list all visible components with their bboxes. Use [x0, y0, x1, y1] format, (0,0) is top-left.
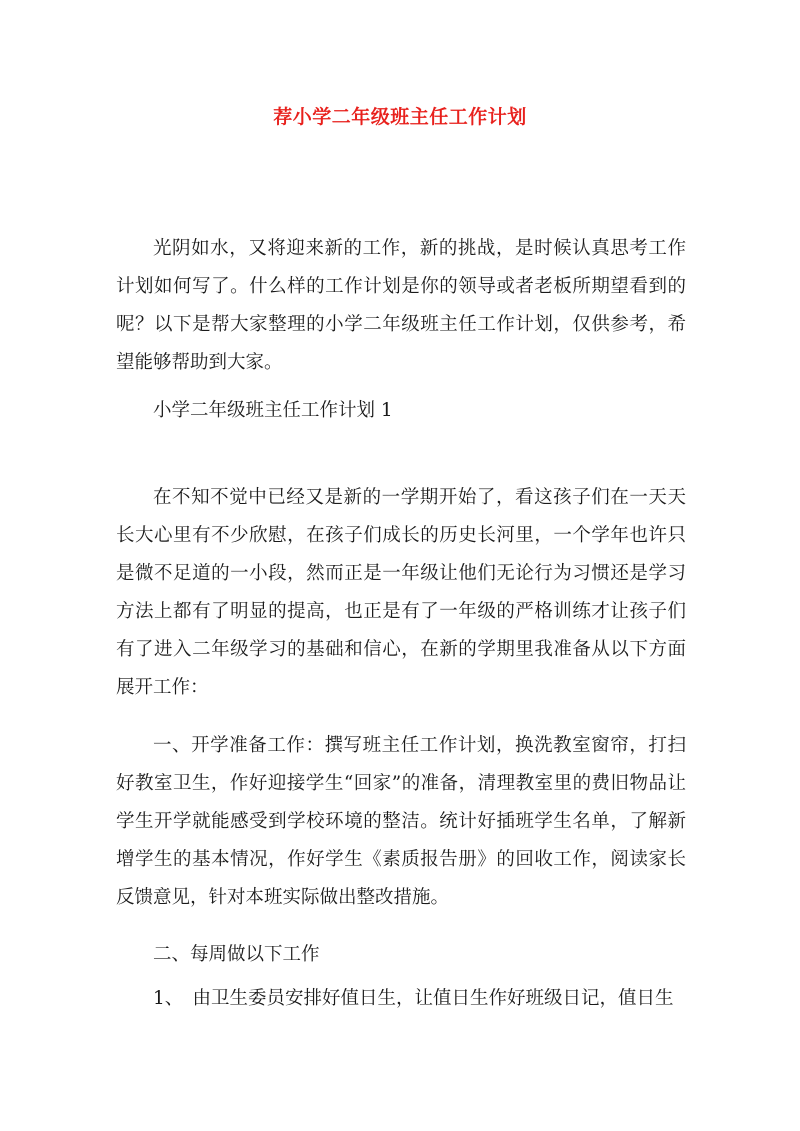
list-item-1: 1、 由卫生委员安排好值日生，让值日生作好班级日记，值日生: [153, 988, 674, 1009]
section-heading-2: 二、每周做以下工作: [153, 944, 320, 965]
intro-paragraph: 光阴如水，又将迎来新的工作，新的挑战，是时候认真思考工作计划如何写了。什么样的工作计划是你的领导或者老板所期望看到的呢？以下是帮大家整理的小学二年级班主任工作计划，仅供参考，希望能够帮助到大家。: [116, 238, 686, 373]
body-paragraph-1: 在不知不觉中已经又是新的一学期开始了，看这孩子们在一天天长大心里有不少欣慰，在孩子们成长的历史长河里，一个学年也许只是微不足道的一小段，然而正是一年级让他们无论行为习惯还是学习方法上都有了明显的提高，也正是有了一年级的严格训练才让孩子们有了进入二年级学习的基础和信心，在新的学期里我准备从以下方面展开工作：: [116, 487, 686, 698]
section-title: 小学二年级班主任工作计划 1: [153, 400, 393, 421]
document-title: 荐小学二年级班主任工作计划: [273, 106, 527, 128]
body-paragraph-2: 一、开学准备工作：撰写班主任工作计划，换洗教室窗帘，打扫好教室卫生，作好迎接学生“回家”的准备，清理教室里的费旧物品让学生开学就能感受到学校环境的整洁。统计好插班学生名单，了解新增学生的基本情况，作好学生《素质报告册》的回收工作，阅读家长反馈意见，针对本班实际做出整改措施。: [116, 735, 686, 908]
